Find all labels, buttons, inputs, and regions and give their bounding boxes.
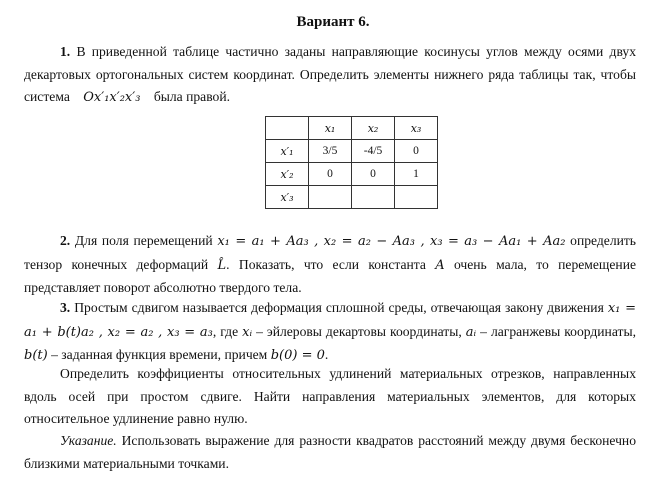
direction-cosines-table (265, 116, 438, 209)
table-header-row (266, 117, 438, 140)
task-2-tensor: L̂ (217, 257, 227, 273)
task-3-equation: x₁ = a₁ + b(t)a₂ , x₂ = a₂ , x₃ = a₃ (24, 301, 636, 340)
task-1-paragraph (24, 41, 636, 110)
task-2-constant: A (435, 257, 445, 273)
task-3-xi: xᵢ (242, 324, 253, 340)
task-3-ai: aᵢ (465, 324, 477, 340)
table-row (266, 140, 438, 163)
table-cell: 0 (352, 163, 395, 186)
variant-title: Вариант 6. (296, 14, 370, 30)
task-2-paragraph (24, 230, 636, 300)
hint-paragraph (24, 430, 636, 475)
task-3-number: 3. (60, 300, 71, 315)
task-3-text-d: – лагранжевы координаты, (480, 323, 636, 339)
table-cell (309, 186, 352, 209)
task-3-b0: b(0) = 0 (270, 348, 325, 363)
table-cell: 0 (309, 163, 352, 186)
task-1-number: 1. (60, 44, 71, 59)
task-3-text-f: . (324, 347, 329, 362)
table-cell (266, 117, 309, 140)
task-1-text: В приведенной таблице частично заданы направляющие косинусы углов между осями двух декартовых ортогональных систем координат. Определить элементы нижнего ряда таблицы так, чтобы система (24, 44, 636, 104)
hint-text: Использовать выражение для разности квадратов расстояний между двумя бесконечно близкими материальными точками. (24, 433, 636, 471)
table-row (266, 186, 438, 209)
table-row (266, 163, 438, 186)
task-1-text-end: была правой. (153, 89, 230, 104)
table-cell (352, 186, 395, 209)
table-cell: 1 (395, 163, 438, 186)
task-3-second-paragraph: Определить коэффициенты относительных удлинений материальных отрезков, направленных вдоль осей при простом сдвиге. Найти направления материальных элементов, для которых относительное удлинение равно нулю. (24, 366, 636, 426)
task-3-text-e: – заданная функция времени, причем (51, 347, 268, 362)
task-2-text: Для поля перемещений (74, 233, 213, 248)
table-header-x1: x₁ (309, 117, 352, 140)
table-row-header: x′₂ (266, 163, 309, 186)
task-1-system: Ox′₁x′₂x′₃ (83, 90, 141, 105)
task-3-text-b: , где (212, 323, 239, 339)
table-row-header: x′₁ (266, 140, 309, 163)
task-3-bt: b(t) (24, 348, 48, 363)
table-cell (395, 186, 438, 209)
table-header-x2: x₂ (352, 117, 395, 140)
table-header-x3: x₃ (395, 117, 438, 140)
task-3-text: Простым сдвигом называется деформация сплошной среды, отвечающая закону движения (74, 300, 604, 315)
hint-label: Указание. (60, 433, 117, 448)
table-cell: 3/5 (309, 140, 352, 163)
task-3-paragraph (24, 297, 636, 368)
task-2-text-b: определить тензор конечных деформаций (24, 233, 637, 272)
table-cell: 0 (395, 140, 438, 163)
task-2-text-c: . Показать, что если константа (226, 256, 426, 272)
task-2-number: 2. (60, 233, 71, 248)
task-2-text-d: очень мала, то перемещение представляет поворот абсолютно твердого тела. (24, 256, 636, 295)
table-row-header: x′₃ (266, 186, 309, 209)
task-2-equation: x₁ = a₁ + Aa₃ , x₂ = a₂ − Aa₃ , x₃ = a₃ − Aa₁ + Aa₂ (217, 234, 566, 249)
task-3-text-c: – эйлеровы декартовы координаты, (256, 323, 462, 339)
table-cell: -4/5 (352, 140, 395, 163)
